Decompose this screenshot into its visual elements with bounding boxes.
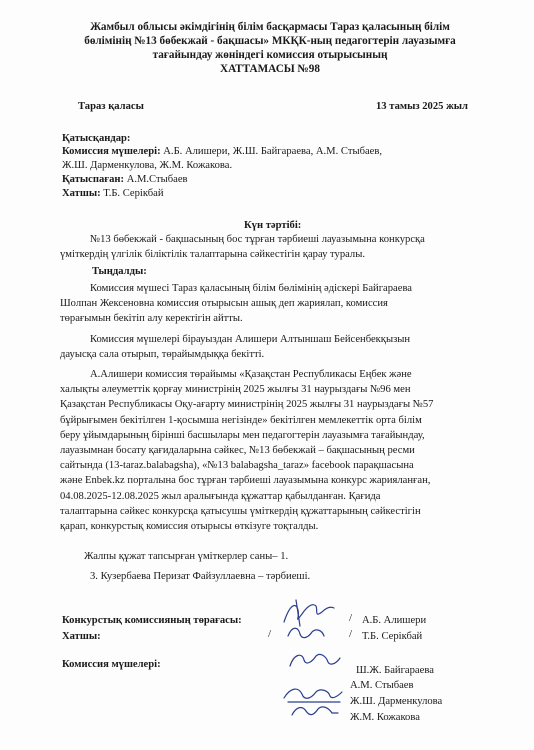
paragraph-1-line: төрағымын бекітіп алу керектігін айтты. [60,313,243,325]
secretary-slash-right: / [349,628,353,640]
paragraph-3-line: қарап, конкурстық комиссия отырысы өткізуге тоқталды. [60,521,319,533]
secretary-sign-label: Хатшы: [62,631,101,642]
paragraph-3-line: А.Алишери комиссия төрайымы «Қазақстан Республикасы Еңбек және [90,369,412,380]
header-line-3: тағайындау жөніндегі комиссия отырысының [152,49,388,61]
members-row [62,145,382,158]
paragraph-3-line: 04.08.2025-12.08.2025 жыл аралығында құжаттар қабылданған. Қағида [60,490,381,502]
member-4-signature-icon [286,701,342,723]
paragraph-3-line: сайтында (13-taraz.balabagsha), «№13 balabagsha_taraz» facebook парақшасына [60,460,414,472]
secretary-row [62,187,164,200]
agenda-line-1: №13 бөбекжай - бақшасының бос тұрған тәрбиеші лауазымына конкурсқа [90,234,425,245]
chair-slash: / [349,612,353,624]
member-1-signature-icon [284,648,344,672]
member-4-name: Ж.М. Кожакова [350,712,420,723]
agenda-line-2: үміткердің үлгілік біліктілік талаптарына сәйкестігін қарау туралы. [60,249,365,261]
agenda-text [60,232,500,262]
chair-label: Конкурстық комиссияның төрағасы: [62,615,242,626]
members-label: Комиссия мүшелері: [62,146,161,157]
chair-name: А.Б. Алишери [362,615,427,626]
protocol-title: ХАТТАМАСЫ №98 [220,63,320,75]
applicants-count: Жалпы құжат тапсырған үміткерлер саны– 1. [84,551,289,562]
header-line-1: Жамбыл облысы әкімдігінің білім басқармасы Тараз қаласының білім [90,21,450,33]
applicant-entry: 3. Кузербаева Перизат Файзуллаевна – тәрбиеші. [90,571,311,582]
document-header [40,20,500,76]
paragraph-1 [60,281,500,327]
secretary-value: Т.Б. Серікбай [103,188,164,199]
secretary-name: Т.Б. Серікбай [362,631,423,642]
header-line-2: бөлімінің №13 бөбекжай - бақшасы» МКҚК-ның педагогтерін лауазымға [84,35,456,47]
paragraph-3-line: беру ұйымдарының бірінші басшылары мен педагогтерін лауазымға тағайындау, [60,429,425,441]
members-sign-label: Комиссия мүшелері: [62,659,161,670]
heard-title: Тыңдалды: [92,266,147,277]
paragraph-3-line: және Enbek.kz порталына бос тұрған тәрбиеші лауазымына конкурс жарияланған, [60,475,431,487]
paragraph-3-line: халықты әлеуметтік қорғау министрінің 2025 жылғы 31 наурыздағы №96 мен [60,384,411,396]
secretary-signature-icon [282,622,332,644]
absent-label: Қатыспаған: [62,174,125,185]
members-line-1: А.Б. Алишери, Ж.Ш. Байгараева, А.М. Стыбаев, [163,146,383,157]
paragraph-3-line: талаптарына сәйкес конкурсқа қатысушы үміткердің құжаттарының сәйкестігін [60,505,421,517]
member-3-name: Ж.Ш. Дарменкулова [350,696,443,707]
paragraph-3-line: Қазақстан Республикасы Оқу-ағарту министрінің 2025 жылғы 31 наурыздағы №57 [60,399,434,411]
paragraph-3-line: бұйрығымен бекітілген 1-қосымша негізінде» бекітілген мемлекеттік орта білім [60,414,422,426]
secretary-slash-left: / [268,628,272,640]
paragraph-1-line: Комиссия мүшесі Тараз қаласының білім бөлімінің әдіскері Байгараева [90,283,413,294]
date: 13 тамыз 2025 жыл [376,101,468,112]
absent-row [62,173,188,186]
paragraph-2-line: дауысқа сала отырып, төрайымдыққа бекітті. [60,349,265,361]
paragraph-2 [60,332,500,362]
agenda-title: Күн тәртібі: [244,220,302,231]
participants-title: Қатысқандар: [62,133,131,144]
members-line-2: Ж.Ш. Дарменкулова, Ж.М. Кожакова. [62,160,233,171]
paragraph-2-line: Комиссия мүшелері бірауыздан Алишери Алтыншаш Бейсенбекқызын [90,334,411,345]
absent-value: А.М.Стыбаев [126,174,188,185]
secretary-label: Хатшы: [62,188,101,199]
city: Тараз қаласы [78,101,144,112]
paragraph-1-line: Шолпан Жексеновна комиссия отырысын ашық деп жариялап, комиссия [60,298,388,310]
member-2-name: А.М. Стыбаев [350,680,414,691]
paragraph-3-line: лауазымнан босату қағидаларына сәйкес, №13 бөбекжай – бақшасының ресми [60,445,415,457]
member-1-name: Ш.Ж. Байгараева [356,665,434,676]
paragraph-3 [60,367,500,534]
